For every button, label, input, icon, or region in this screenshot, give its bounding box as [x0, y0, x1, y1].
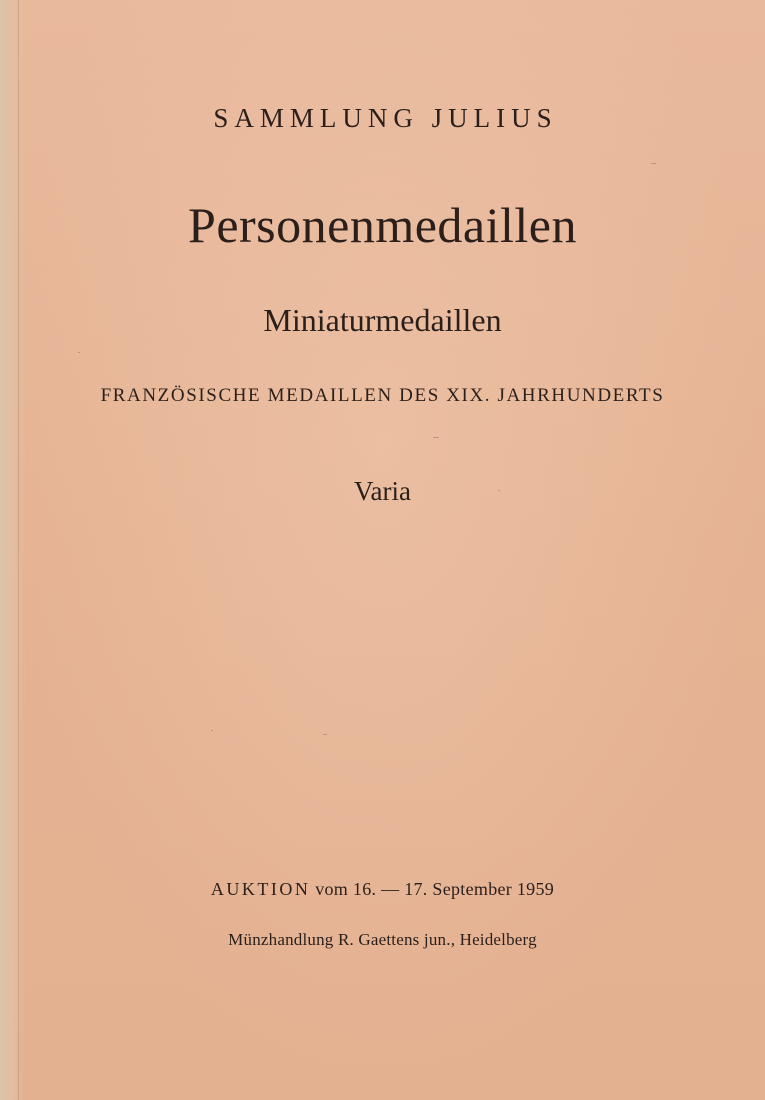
- paper-speck: [433, 437, 439, 438]
- auction-line: [0, 879, 765, 900]
- paper-speck: [78, 352, 80, 353]
- main-title: Personenmedaillen: [188, 197, 577, 253]
- paper-speck: [323, 734, 327, 735]
- section-extra: Varia: [354, 476, 411, 506]
- paper-speck: [211, 730, 213, 731]
- subtitle: Miniaturmedaillen: [263, 302, 502, 338]
- series-title: SAMMLUNG JULIUS: [213, 103, 558, 133]
- auction-label: AUKTION: [210, 879, 311, 899]
- paper-speck: [651, 163, 656, 164]
- auction-dates: vom 16. — 17. September 1959: [315, 879, 555, 899]
- paper-speck: [498, 490, 500, 491]
- dealer-line: Münzhandlung R. Gaettens jun., Heidelberg: [228, 930, 537, 949]
- section-heading: FRANZÖSISCHE MEDAILLEN DES XIX. JAHRHUNDERTS: [100, 385, 665, 406]
